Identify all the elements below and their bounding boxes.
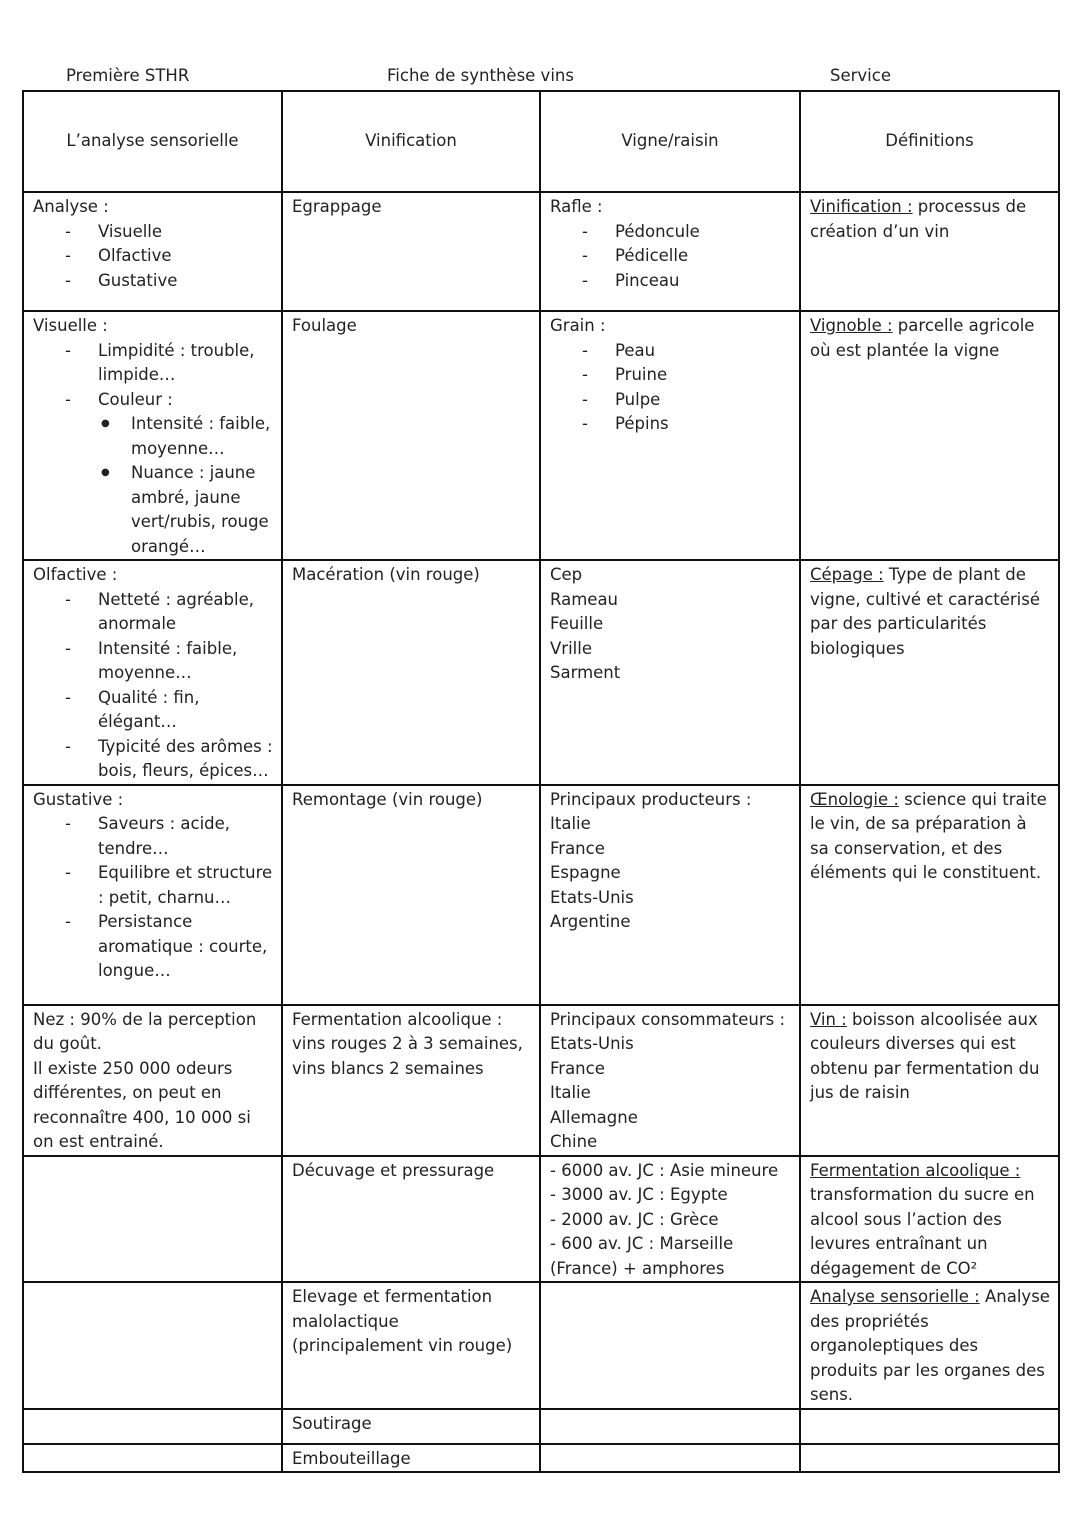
definition-text: parcelle agricole où est plantée la vigne — [810, 316, 1035, 360]
table-row — [23, 1444, 1059, 1473]
list-item: - Pruine — [550, 363, 791, 388]
column-header-definitions: Définitions — [800, 91, 1059, 192]
vinification-step: Embouteillage — [292, 1448, 411, 1468]
header-class-label: Première STHR — [66, 66, 190, 85]
list-item: - Saveurs : acide, tendre… — [33, 812, 273, 861]
vinification-cell — [282, 1444, 540, 1473]
column-header-vigne: Vigne/raisin — [540, 91, 800, 192]
header-section-label: Service — [830, 66, 891, 85]
vigne-line: Etats-Unis — [550, 1034, 634, 1053]
vigne-line: France — [550, 1058, 605, 1078]
vinification-cell — [282, 1282, 540, 1409]
vinification-cell — [282, 560, 540, 785]
list-item: - Intensité : faible, moyenne… — [33, 637, 273, 686]
vigne-list — [550, 339, 791, 437]
vinification-step: Remontage (vin rouge) — [292, 789, 483, 809]
column-header-analyse: L’analyse sensorielle — [23, 91, 282, 192]
list-item: - Pinceau — [550, 269, 791, 294]
definition-cell — [800, 192, 1059, 311]
table-row — [23, 1156, 1059, 1283]
list-item-label: Couleur : — [98, 389, 173, 409]
vigne-line: Cep — [550, 565, 583, 584]
vigne-cell — [540, 192, 800, 311]
analyse-list — [33, 339, 273, 560]
list-item: - Peau — [550, 339, 791, 364]
vinification-cell — [282, 192, 540, 311]
vigne-line: Espagne — [550, 863, 621, 882]
analyse-cell — [23, 1409, 282, 1444]
sub-list — [98, 412, 273, 559]
analyse-list — [33, 812, 273, 984]
vinification-step: Macération (vin rouge) — [292, 565, 480, 584]
definition-term: Vignoble : — [810, 316, 893, 335]
sub-list-item: ● Nuance : jaune ambré, jaune vert/rubis, rouge orangé… — [98, 461, 273, 559]
analyse-note: Il existe 250 000 odeurs différentes, on peut en reconnaître 400, 10 000 si on est entrainé. — [33, 1058, 251, 1151]
vigne-line: Chine — [550, 1132, 598, 1151]
vigne-line: - 6000 av. JC : Asie mineure — [550, 1160, 779, 1180]
table-row — [23, 560, 1059, 785]
vigne-cell — [540, 1444, 800, 1473]
vigne-line: Etats-Unis — [550, 887, 634, 907]
vigne-line: France — [550, 838, 605, 858]
list-item: - Gustative — [33, 269, 273, 294]
table-row — [23, 1409, 1059, 1444]
vinification-cell — [282, 785, 540, 1005]
analyse-title: Analyse : — [33, 197, 109, 216]
definition-term: Œnologie : — [810, 789, 899, 809]
analyse-cell — [23, 192, 282, 311]
definition-cell — [800, 560, 1059, 785]
list-item: - Typicité des arômes : bois, fleurs, épices… — [33, 735, 273, 784]
synthesis-table — [22, 90, 1060, 1473]
vigne-title: Grain : — [550, 316, 606, 335]
vigne-line: Allemagne — [550, 1107, 638, 1127]
definition-cell — [800, 1282, 1059, 1409]
sub-list-item: ● Intensité : faible, moyenne… — [98, 412, 273, 461]
definition-text: Analyse des propriétés organoleptiques des produits par les organes des sens. — [810, 1287, 1050, 1404]
definition-cell — [800, 1005, 1059, 1156]
vigne-line: - 2000 av. JC : Grèce — [550, 1209, 719, 1229]
vinification-cell — [282, 1156, 540, 1283]
list-item: - Limpidité : trouble, limpide… — [33, 339, 273, 388]
page-header — [0, 66, 1080, 90]
list-item: - Visuelle — [33, 220, 273, 245]
list-item: - Pépins — [550, 412, 791, 437]
vigne-line: Italie — [550, 1083, 591, 1102]
list-item: - Qualité : fin, élégant… — [33, 686, 273, 735]
list-item — [33, 388, 273, 560]
vigne-cell — [540, 560, 800, 785]
analyse-cell — [23, 1156, 282, 1283]
analyse-note: Nez : 90% de la perception du goût. — [33, 1009, 257, 1053]
table-row — [23, 1282, 1059, 1409]
vigne-line: - 3000 av. JC : Egypte — [550, 1185, 728, 1204]
vigne-cell — [540, 1005, 800, 1156]
vigne-line: Argentine — [550, 912, 631, 931]
analyse-cell — [23, 1444, 282, 1473]
vigne-cell — [540, 785, 800, 1005]
definition-text: processus de création d’un vin — [810, 197, 1027, 241]
definition-term: Vinification : — [810, 197, 913, 216]
vinification-step: Foulage — [292, 316, 357, 335]
list-item: - Persistance aromatique : courte, longue… — [33, 910, 273, 984]
vinification-cell — [282, 311, 540, 560]
list-item: - Equilibre et structure : petit, charnu… — [33, 861, 273, 910]
header-document-title: Fiche de synthèse vins — [387, 66, 574, 85]
definition-text: Type de plant de vigne, cultivé et caractérisé par des particularités biologiques — [810, 565, 1041, 658]
vinification-step: Soutirage — [292, 1413, 372, 1433]
vigne-line: Principaux producteurs : — [550, 789, 752, 809]
table-header-row — [23, 91, 1059, 192]
analyse-title: Olfactive : — [33, 565, 118, 584]
vigne-cell — [540, 1409, 800, 1444]
analyse-cell — [23, 785, 282, 1005]
vinification-step: Elevage et fermentation malolactique (principalement vin rouge) — [292, 1287, 513, 1355]
vigne-title: Rafle : — [550, 197, 603, 216]
list-item: - Pédoncule — [550, 220, 791, 245]
vinification-step: Fermentation alcoolique : vins rouges 2 à 3 semaines, vins blancs 2 semaines — [292, 1009, 523, 1078]
list-item: - Netteté : agréable, anormale — [33, 588, 273, 637]
definition-text: boisson alcoolisée aux couleurs diverses qui est obtenu par fermentation du jus de raisin — [810, 1009, 1040, 1102]
vigne-list — [550, 220, 791, 294]
definition-term: Cépage : — [810, 565, 884, 584]
vinification-cell — [282, 1005, 540, 1156]
vigne-line: Italie — [550, 814, 591, 833]
definition-term: Vin : — [810, 1009, 847, 1029]
analyse-cell — [23, 1282, 282, 1409]
definition-term: Analyse sensorielle : — [810, 1287, 980, 1306]
definition-text: science qui traite le vin, de sa préparation à sa conservation, et des éléments qui le constituent. — [810, 789, 1047, 882]
vigne-cell — [540, 311, 800, 560]
vigne-line: - 600 av. JC : Marseille (France) + amphores — [550, 1234, 734, 1278]
table-row — [23, 1005, 1059, 1156]
vigne-line: Sarment — [550, 663, 621, 682]
table-row — [23, 192, 1059, 311]
table-row — [23, 311, 1059, 560]
definition-cell — [800, 1409, 1059, 1444]
definition-cell — [800, 785, 1059, 1005]
definition-cell — [800, 1444, 1059, 1473]
vigne-line: Vrille — [550, 638, 592, 658]
analyse-title: Visuelle : — [33, 316, 108, 335]
list-item: - Pédicelle — [550, 244, 791, 269]
analyse-cell — [23, 311, 282, 560]
table-row — [23, 785, 1059, 1005]
vigne-line: Feuille — [550, 614, 604, 633]
analyse-list — [33, 220, 273, 294]
definition-term: Fermentation alcoolique : — [810, 1160, 1021, 1180]
analyse-list — [33, 588, 273, 784]
definition-cell — [800, 311, 1059, 560]
vigne-cell — [540, 1156, 800, 1283]
list-item: - Pulpe — [550, 388, 791, 413]
vigne-line: Rameau — [550, 589, 619, 609]
vinification-step: Décuvage et pressurage — [292, 1160, 495, 1180]
vigne-cell — [540, 1282, 800, 1409]
definition-cell — [800, 1156, 1059, 1283]
vinification-cell — [282, 1409, 540, 1444]
vigne-line: Principaux consommateurs : — [550, 1009, 786, 1029]
analyse-cell — [23, 1005, 282, 1156]
vinification-step: Egrappage — [292, 197, 382, 216]
definition-text: transformation du sucre en alcool sous l’action des levures entraînant un dégagement de CO² — [810, 1185, 1035, 1278]
list-item: - Olfactive — [33, 244, 273, 269]
analyse-cell — [23, 560, 282, 785]
column-header-vinification: Vinification — [282, 91, 540, 192]
analyse-title: Gustative : — [33, 789, 124, 809]
